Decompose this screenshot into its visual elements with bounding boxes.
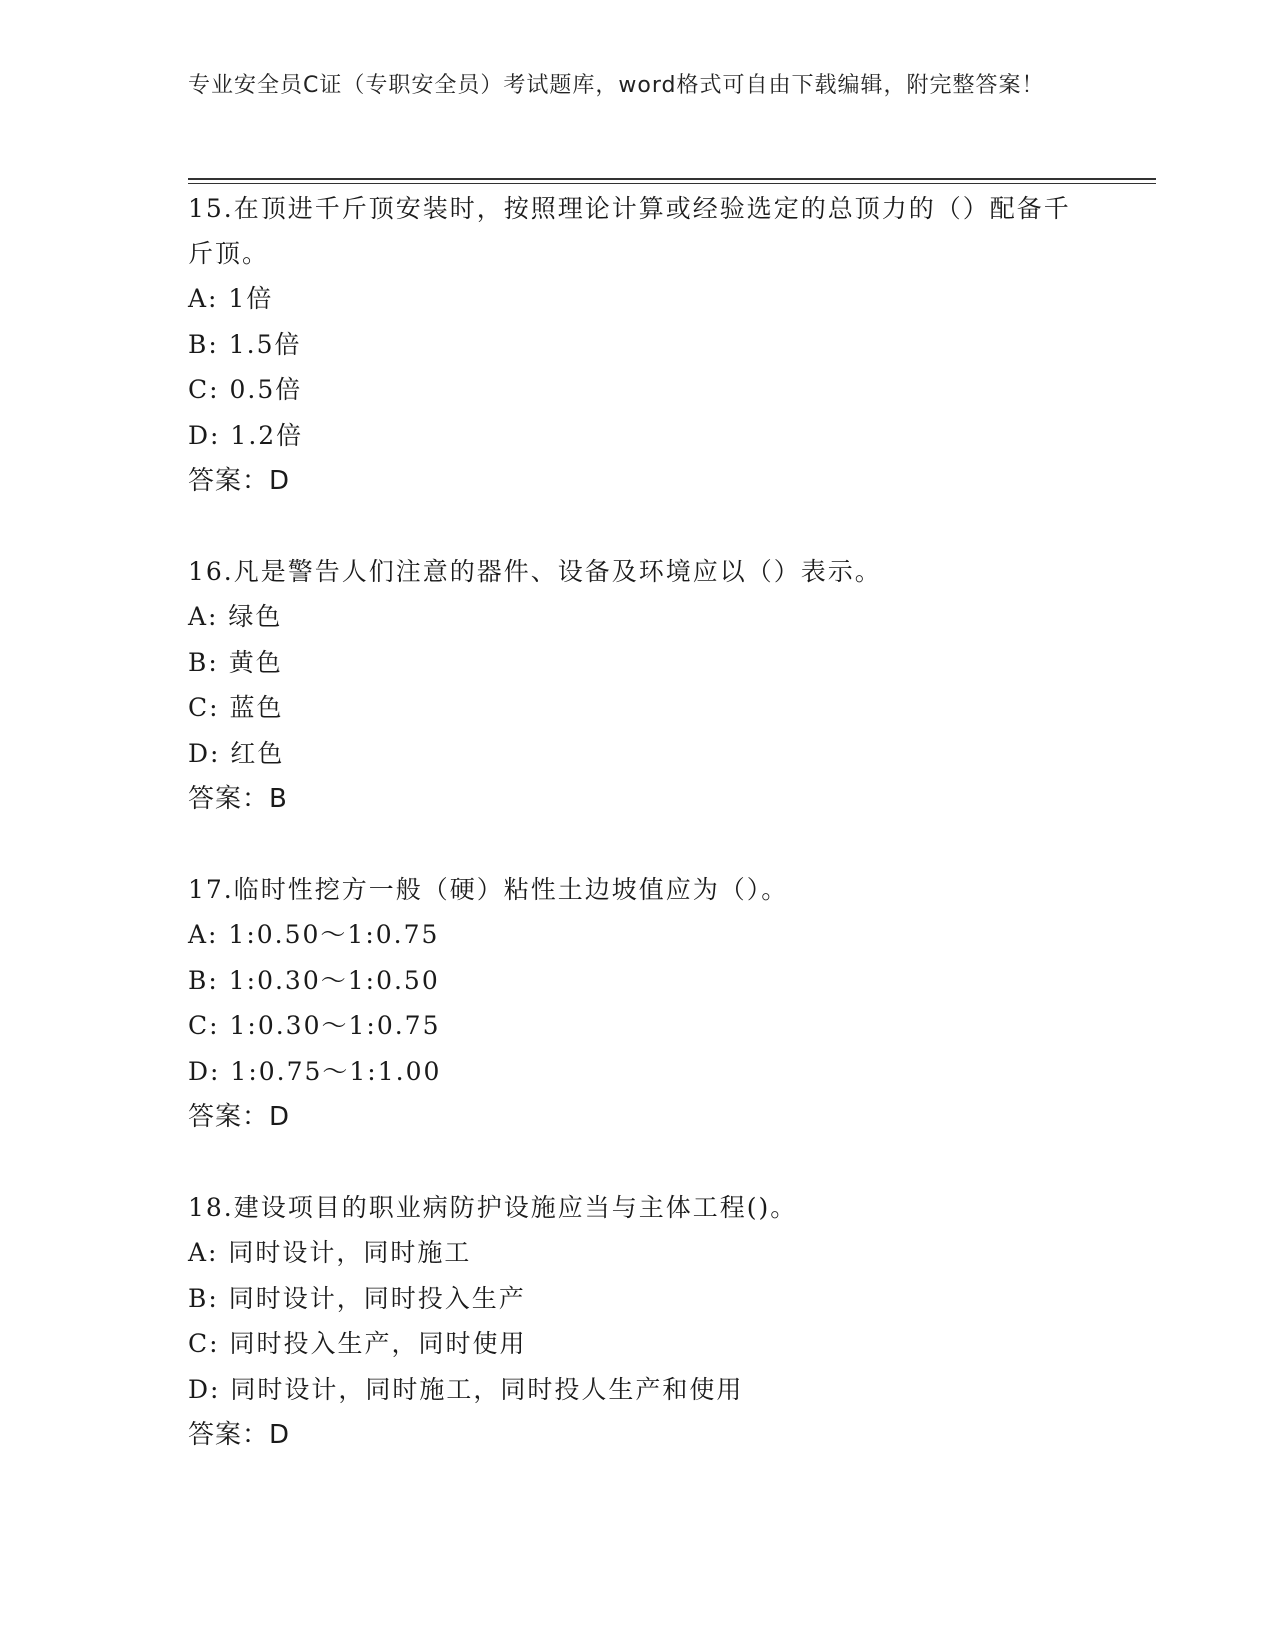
answer: 答案：D [188,1102,291,1132]
document-header: 专业安全员C证（专职安全员）考试题库，word格式可自由下载编辑，附完整答案！ [188,73,1045,98]
question-stem: 17.临时性挖方一般（硬）粘性土边坡值应为（）。 [188,875,789,904]
option-a: A: 同时设计，同时施工 [188,1238,472,1267]
question-15 [188,186,1088,504]
option-a: A: 1倍 [188,284,274,313]
question-16 [188,549,1088,822]
option-b: B: 同时设计，同时投入生产 [188,1283,526,1313]
option-d: D: 1.2倍 [188,420,304,450]
header-divider-thin [188,183,1156,184]
question-stem: 16.凡是警告人们注意的器件、设备及环境应以（）表示。 [188,557,882,586]
question-stem: 18.建设项目的职业病防护设施应当与主体工程()。 [188,1193,798,1222]
option-c: C: 1:0.30～1:0.75 [188,1011,441,1040]
option-b: B: 黄色 [188,647,283,677]
question-18 [188,1185,1088,1458]
option-b: B: 1.5倍 [188,329,302,359]
option-a: A: 绿色 [188,602,283,631]
option-a: A: 1:0.50～1:0.75 [188,920,440,949]
answer: 答案：D [188,1420,291,1450]
option-c: C: 同时投入生产，同时使用 [188,1329,527,1358]
answer: 答案：D [188,466,291,496]
option-d: D: 同时设计，同时施工，同时投人生产和使用 [188,1374,744,1404]
option-d: D: 1:0.75～1:1.00 [188,1056,442,1086]
option-d: D: 红色 [188,738,285,768]
answer: 答案：B [188,784,288,814]
question-17 [188,867,1088,1140]
header-divider-thick [188,178,1156,180]
option-b: B: 1:0.30～1:0.50 [188,965,440,995]
question-stem: 15.在顶进千斤顶安装时，按照理论计算或经验选定的总顶力的（）配备千斤顶。 [188,194,1071,268]
option-c: C: 蓝色 [188,693,284,722]
option-c: C: 0.5倍 [188,375,303,404]
